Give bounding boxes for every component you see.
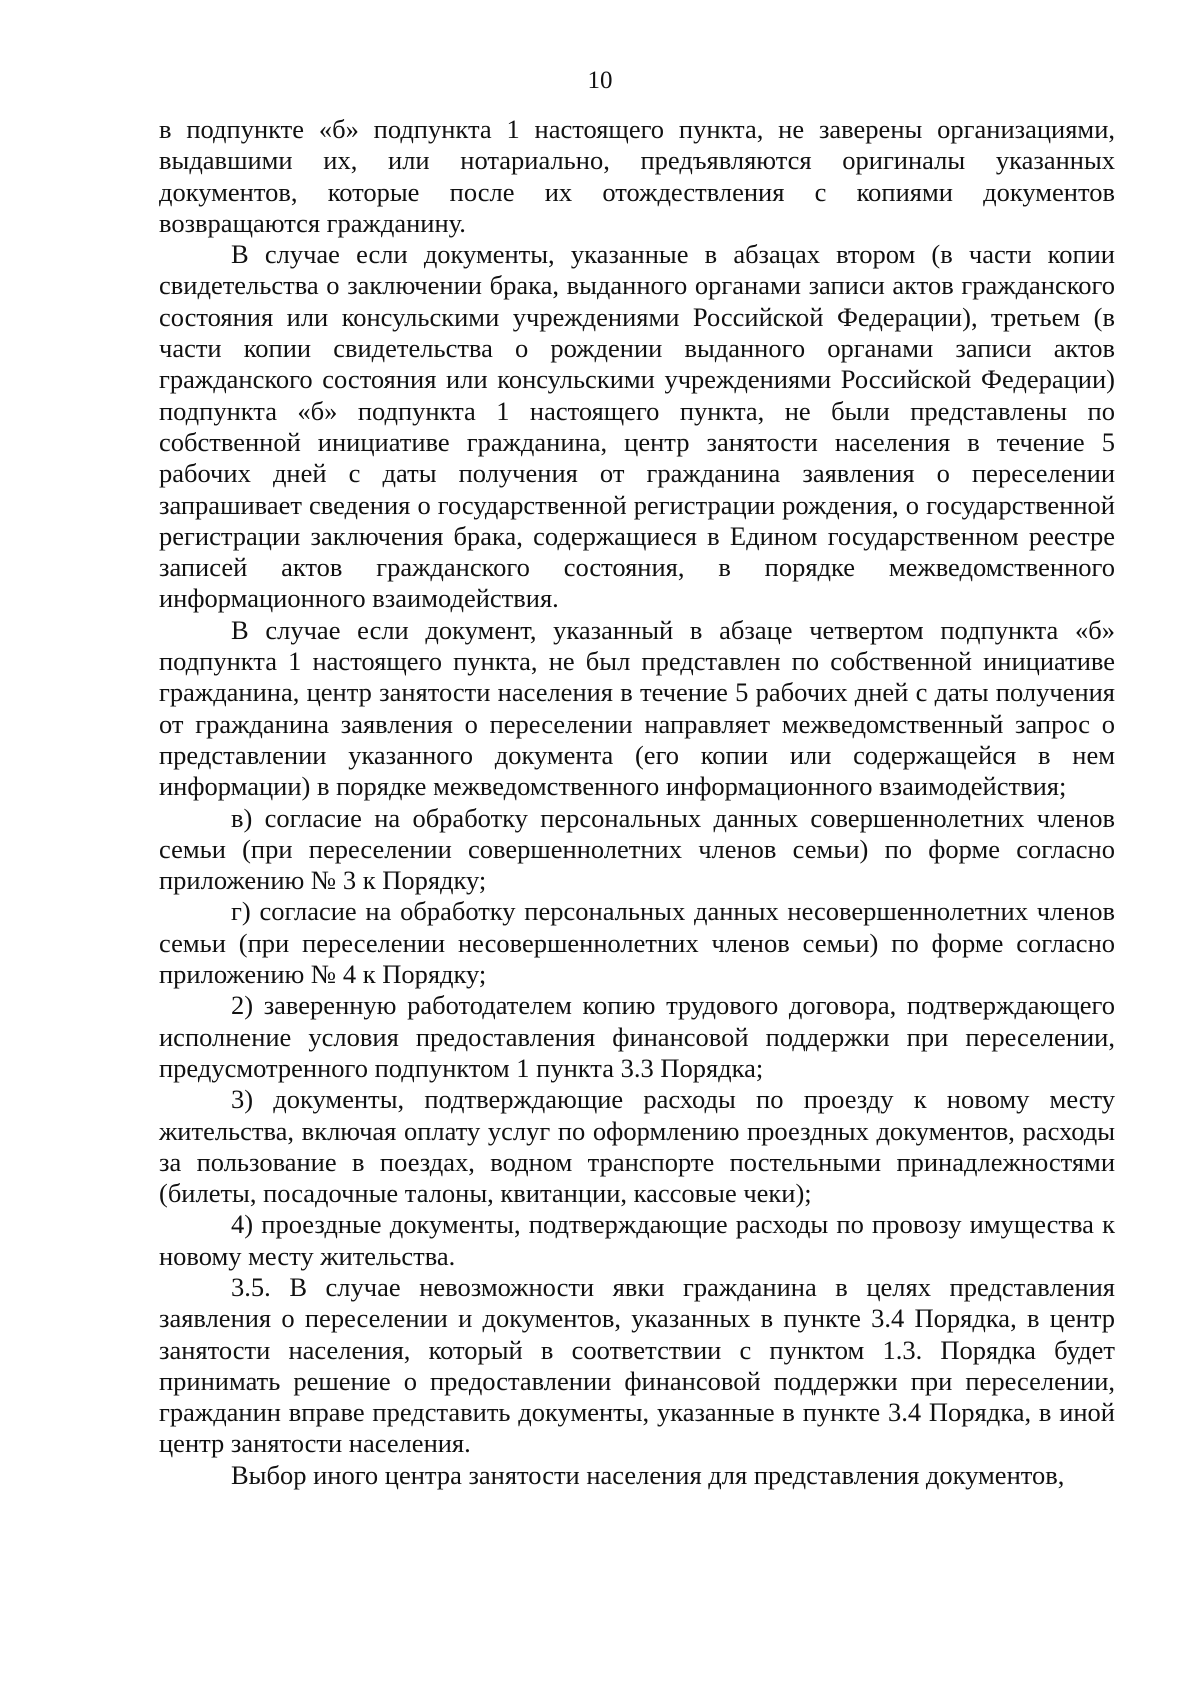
paragraph-other-center: Выбор иного центра занятости населения для представления документов, [231, 1459, 1065, 1490]
paragraph-property-transport: 4) проездные документы, подтверждающие расходы по провозу имущества к новому месту жительства. [159, 1209, 1115, 1271]
document-body [159, 114, 1115, 1491]
paragraph-employment-contract: 2) заверенную работодателем копию трудового договора, подтверждающего исполнение условия предоставления финансовой поддержки при переселении, предусмотренного подпунктом 1 пункта 3.3 Порядка; [159, 990, 1115, 1083]
paragraph-consent-adults: в) согласие на обработку персональных данных совершеннолетних членов семьи (при переселении совершеннолетних членов семьи) по форме согласно приложению № 3 к Порядку; [159, 802, 1115, 896]
paragraph-interagency-request: В случае если документ, указанный в абзаце четвертом подпункта «б» подпункта 1 настоящего пункта, не был представлен по собственной инициативе гражданина, центр занятости населения в течение 5 рабочих дней с даты получения от гражданина заявления о переселении направляет межведомственный запрос о представлении указанного документа (его копии или содержащейся в нем информации) в порядке межведомственного информационного взаимодействия; [159, 614, 1115, 802]
paragraph-section-3-5: 3.5. В случае невозможности явки гражданина в целях представления заявления о переселении и документов, указанных в пункте 3.4 Порядка, в центр занятости населения, который в соответствии с пунктом 1.3. Порядка будет принимать решение о предоставлении финансовой поддержки при переселении, гражданин вправе представить документы, указанные в пункте 3.4 Порядка, в иной центр занятости населения. [159, 1271, 1115, 1459]
paragraph-continuation: в подпункте «б» подпункта 1 настоящего пункта, не заверены организациями, выдавшими их, или нотариально, предъявляются оригиналы указанных документов, которые после их отождествления с копиями документов возвращаются гражданину. [159, 114, 1115, 238]
paragraph-travel-expenses: 3) документы, подтверждающие расходы по проезду к новому месту жительства, включая оплату услуг по оформлению проездных документов, расходы за пользование в поездах, водном транспорте постельными принадлежностями (билеты, посадочные талоны, квитанции, кассовые чеки); [159, 1084, 1115, 1209]
page-number: 10 [587, 67, 613, 94]
paragraph-consent-minors: г) согласие на обработку персональных данных несовершеннолетних членов семьи (при переселении несовершеннолетних членов семьи) по форме согласно приложению № 4 к Порядку; [159, 896, 1115, 990]
paragraph-civil-registry-request: В случае если документы, указанные в абзацах втором (в части копии свидетельства о заключении брака, выданного органами записи актов гражданского состояния или консульскими учреждениями Российской Федерации), третьем (в части копии свидетельства о рождении выданного органами записи актов гражданского состояния или консульскими учреждениями Российской Федерации) подпункта «б» подпункта 1 настоящего пункта, не были представлены по собственной инициативе гражданина, центр занятости населения в течение 5 рабочих дней с даты получения от гражданина заявления о переселении запрашивает сведения о государственной регистрации рождения, о государственной регистрации заключения брака, содержащиеся в Едином государственном реестре записей актов гражданского состояния, в порядке межведомственного информационного взаимодействия. [159, 239, 1115, 614]
